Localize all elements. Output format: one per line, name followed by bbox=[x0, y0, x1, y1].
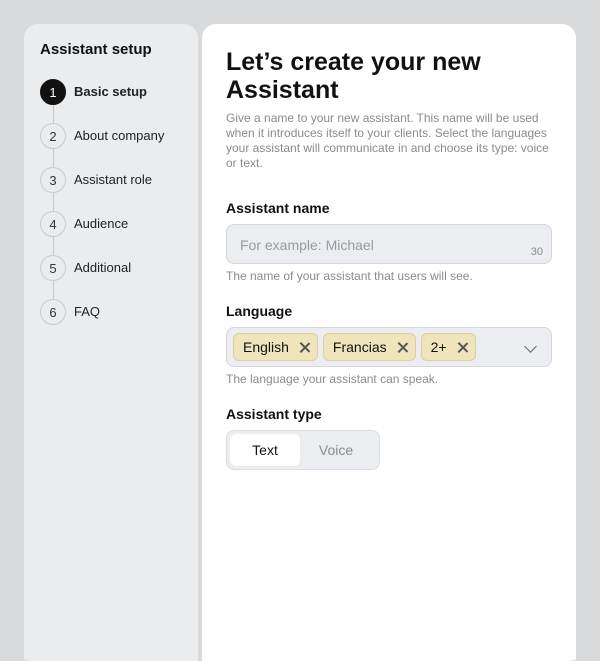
language-label: Language bbox=[226, 303, 293, 319]
step-faq[interactable] bbox=[40, 299, 164, 343]
assistant-type-toggle bbox=[226, 430, 380, 470]
step-connector bbox=[53, 281, 54, 299]
step-connector bbox=[53, 193, 54, 211]
step-label: About company bbox=[74, 128, 165, 143]
step-connector bbox=[53, 237, 54, 255]
step-audience[interactable] bbox=[40, 211, 164, 255]
chevron-down-icon[interactable] bbox=[524, 340, 537, 353]
char-limit-counter: 30 bbox=[530, 246, 543, 258]
close-icon[interactable] bbox=[397, 342, 408, 353]
step-about-company[interactable] bbox=[40, 123, 164, 167]
language-chip bbox=[233, 333, 318, 361]
assistant-name-field-wrapper bbox=[226, 224, 552, 264]
sidebar bbox=[24, 24, 198, 661]
step-number: 6 bbox=[40, 299, 66, 325]
steps-list bbox=[40, 79, 164, 343]
page-title: Let’s create your new Assistant bbox=[226, 48, 481, 104]
language-chip-more bbox=[421, 333, 476, 361]
chip-label: 2+ bbox=[430, 339, 447, 355]
step-label: FAQ bbox=[74, 304, 101, 319]
step-label: Additional bbox=[74, 260, 132, 275]
chip-label: English bbox=[243, 339, 289, 355]
step-assistant-role[interactable] bbox=[40, 167, 164, 211]
step-additional[interactable] bbox=[40, 255, 164, 299]
step-number: 2 bbox=[40, 123, 66, 149]
chip-label: Francias bbox=[332, 339, 387, 355]
step-number: 3 bbox=[40, 167, 66, 193]
step-number: 5 bbox=[40, 255, 66, 281]
step-connector bbox=[53, 105, 54, 123]
type-option-voice[interactable]: Voice bbox=[318, 442, 354, 458]
page-description: Give a name to your new assistant. This name will be used when it introduces itself to your clients. Select the languages your assistant will communicate in and choose its type: voice or text. bbox=[226, 111, 549, 170]
language-hint: The language your assistant can speak. bbox=[226, 372, 439, 386]
close-icon[interactable] bbox=[299, 342, 310, 353]
assistant-type-label: Assistant type bbox=[226, 406, 322, 422]
type-option-text[interactable]: Text bbox=[230, 434, 300, 466]
assistant-name-hint: The name of your assistant that users will see. bbox=[226, 269, 473, 283]
step-connector bbox=[53, 149, 54, 167]
step-number: 1 bbox=[40, 79, 66, 105]
main-panel bbox=[202, 24, 576, 661]
step-label: Assistant role bbox=[74, 172, 153, 187]
step-number: 4 bbox=[40, 211, 66, 237]
language-select[interactable] bbox=[226, 327, 552, 367]
close-icon[interactable] bbox=[457, 342, 468, 353]
sidebar-title: Assistant setup bbox=[40, 41, 152, 58]
assistant-name-input[interactable] bbox=[238, 225, 522, 265]
language-chip bbox=[323, 333, 416, 361]
step-label: Basic setup bbox=[74, 84, 147, 99]
step-label: Audience bbox=[74, 216, 129, 231]
step-basic-setup[interactable] bbox=[40, 79, 164, 123]
language-chips bbox=[233, 333, 476, 361]
assistant-name-label: Assistant name bbox=[226, 200, 330, 216]
